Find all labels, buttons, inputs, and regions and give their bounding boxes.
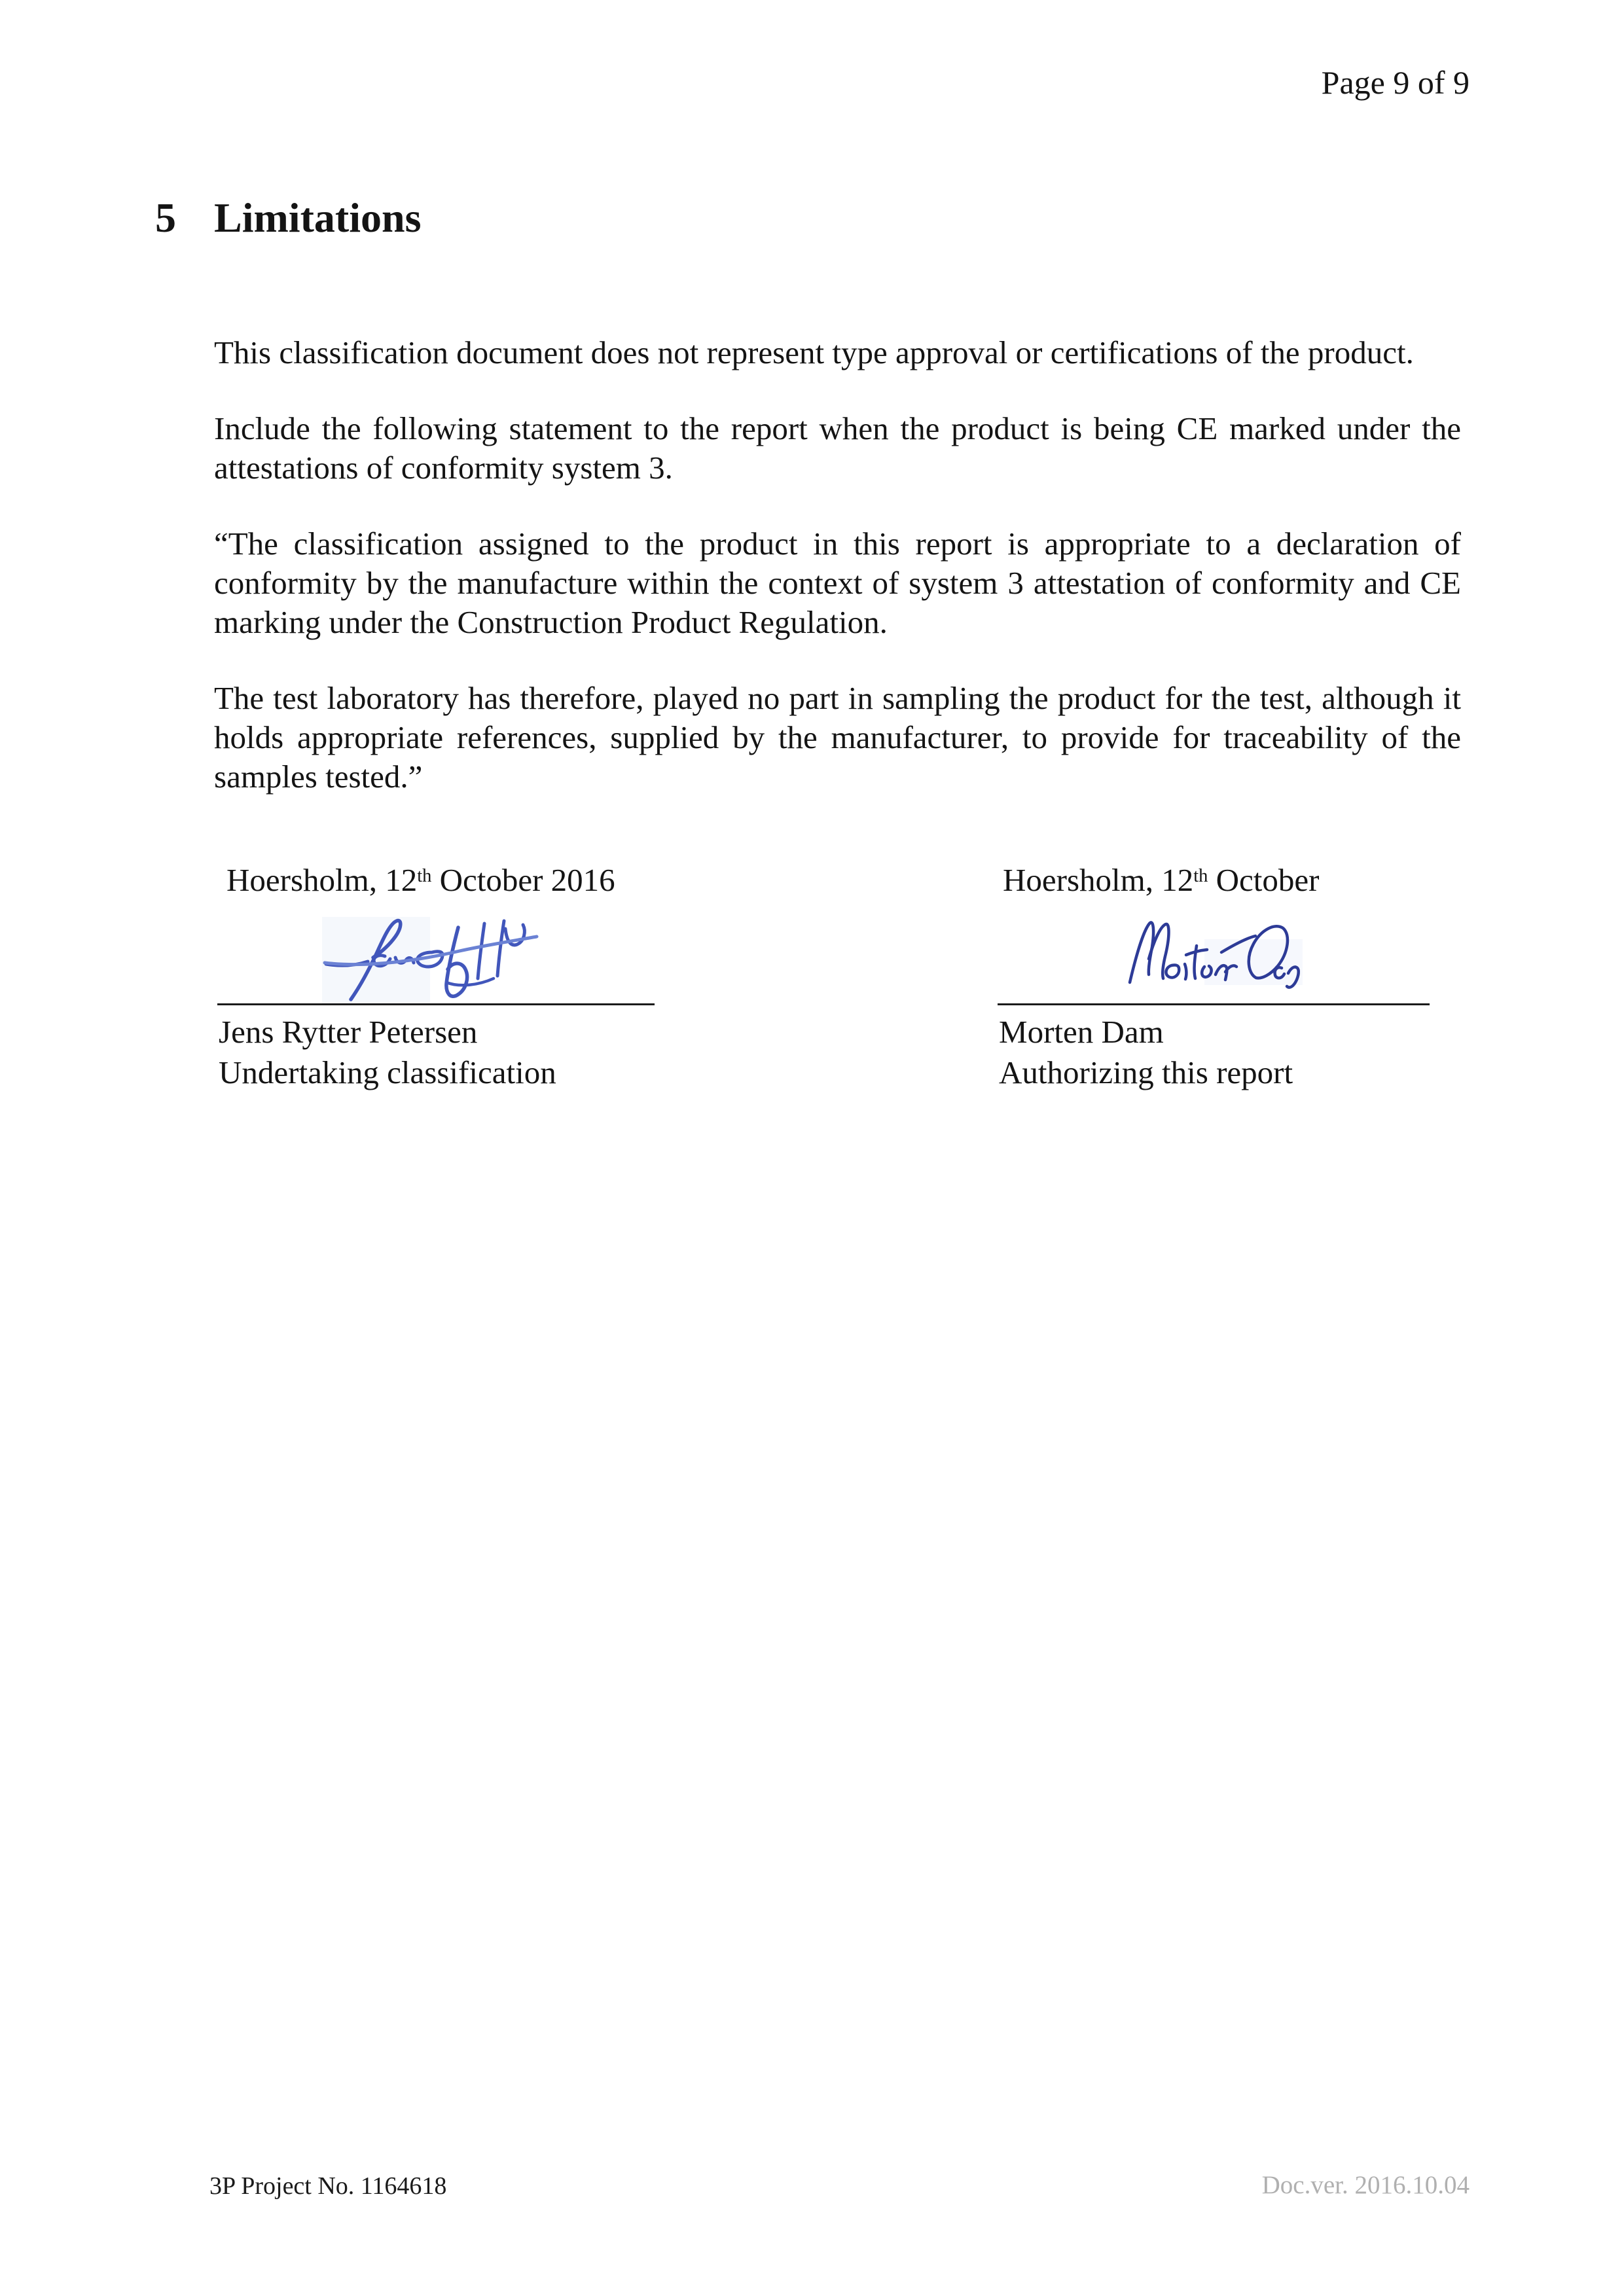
signer-role-right: Authorizing this report	[999, 1054, 1293, 1090]
paragraph-3	[214, 524, 1461, 642]
body-text	[214, 333, 1461, 833]
paragraph-2	[214, 409, 1461, 488]
signer-role-left: Undertaking classification	[219, 1054, 556, 1090]
paragraph-line: Include the following statement to the report when the product is being CE marked under the	[214, 410, 1461, 446]
section-number: 5	[155, 194, 176, 241]
date-text: October	[1208, 862, 1320, 898]
paragraph-4	[214, 679, 1461, 797]
section-title: Limitations	[214, 194, 422, 241]
signature-block-right	[998, 861, 1449, 1136]
paragraph-line: This classification document does not represent type approval or certifications of the product.	[214, 334, 1414, 370]
paragraph-line: The test laboratory has therefore, played no part in sampling the product for the test, although it	[214, 680, 1461, 716]
date-ordinal: th	[1193, 865, 1208, 886]
date-text: Hoersholm, 12	[226, 862, 418, 898]
signature-line-left	[217, 1003, 655, 1005]
signature-block-left	[217, 861, 669, 1136]
date-ordinal: th	[417, 865, 432, 886]
signature-line-right	[998, 1003, 1430, 1005]
date-text: October 2016	[431, 862, 615, 898]
paragraph-line: conformity by the manufacture within the context of system 3 attestation of conformity and CE	[214, 565, 1461, 601]
paragraph-line: attestations of conformity system 3.	[214, 450, 673, 486]
signer-name-right: Morten Dam	[999, 1014, 1164, 1050]
signature-date-right	[998, 861, 1449, 905]
section-heading	[155, 194, 421, 242]
date-text: Hoersholm, 12	[1003, 862, 1194, 898]
paragraph-line: “The classification assigned to the product in this report is appropriate to a declaration of	[214, 526, 1461, 562]
paragraph-line: marking under the Construction Product Regulation.	[214, 604, 888, 640]
signature-date-left	[217, 861, 669, 905]
signer-name-left: Jens Rytter Petersen	[219, 1014, 478, 1050]
footer-project-number: 3P Project No. 1164618	[209, 2172, 447, 2200]
signature-ink-left	[322, 917, 539, 1003]
paragraph-line: samples tested.”	[214, 759, 423, 795]
paragraph-line: holds appropriate references, supplied by the manufacturer, to provide for traceability of the	[214, 719, 1461, 755]
paragraph-1	[214, 333, 1461, 372]
page-number: Page 9 of 9	[1321, 64, 1470, 101]
signature-ink-right	[1126, 920, 1304, 993]
footer-doc-version: Doc.ver. 2016.10.04	[1261, 2171, 1470, 2199]
